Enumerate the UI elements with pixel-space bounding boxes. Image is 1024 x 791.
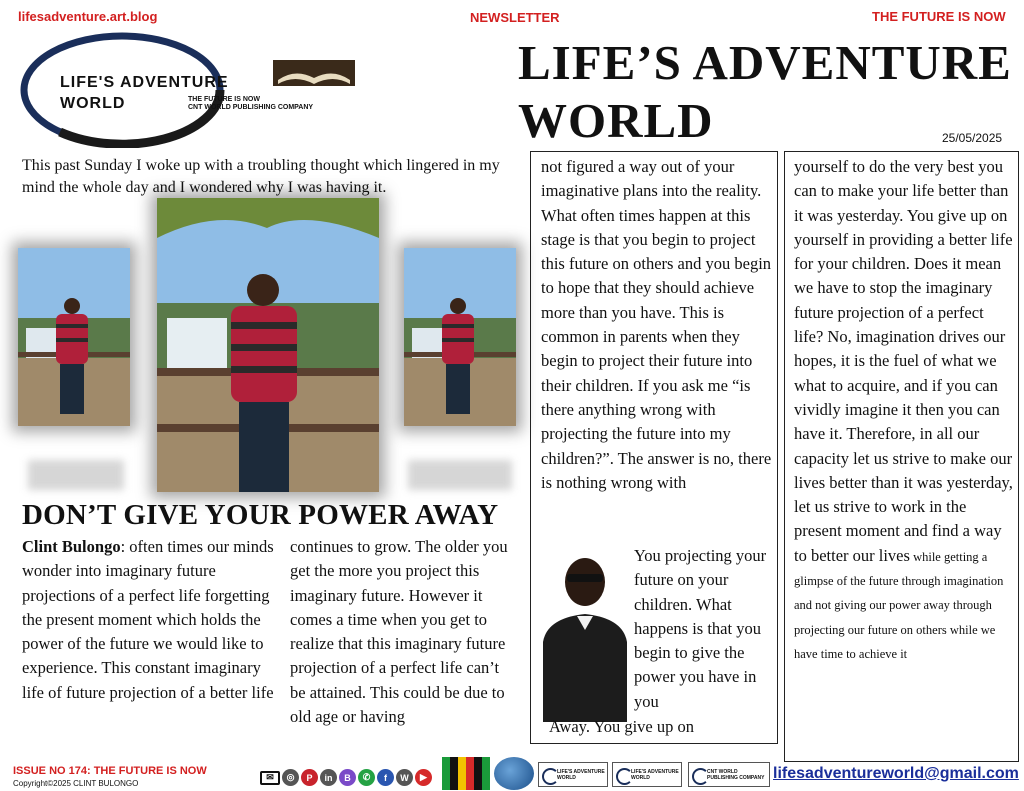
article-headline: DON’T GIVE YOUR POWER AWAY	[22, 499, 499, 531]
article-column-3-wrap: You projecting your future on your children. What happens is that you begin to give the power you have in you	[634, 546, 767, 711]
issue-date: 25/05/2025	[942, 131, 1003, 145]
photo-shadow-right	[408, 460, 512, 490]
globe-logo	[494, 757, 534, 790]
blogger-icon[interactable]: B	[339, 769, 356, 786]
section-label: NEWSLETTER	[470, 10, 560, 25]
contact-email-link[interactable]: lifesadventureworld@gmail.com	[773, 765, 1019, 782]
site-url[interactable]: lifesadventure.art.blog	[18, 9, 158, 24]
wordpress-icon[interactable]: W	[396, 769, 413, 786]
masthead-title: LIFE’S ADVENTURE WORLD	[518, 35, 1012, 148]
author-photo-right	[404, 248, 516, 426]
logo-title: LIFE'S ADVENTURE WORLD	[60, 74, 229, 112]
header-tagline: THE FUTURE IS NOW	[872, 9, 1006, 24]
article-column-2: continues to grow. The older you get the more you project this imaginary future. However it comes a time when you get to realize that this imaginary future projection of a perfect life can’t be attained. This could be due to old age or having	[290, 537, 508, 727]
mini-logo-1: LIFE'S ADVENTURE WORLD	[538, 762, 608, 787]
linkedin-icon[interactable]: in	[320, 769, 337, 786]
mini-logo-3: CNT WORLD PUBLISHING COMPANY	[688, 762, 770, 787]
copyright: Copyright©2025 CLINT BULONGO	[13, 779, 139, 788]
intro-paragraph: This past Sunday I woke up with a troubling thought which lingered in my mind the whole day and I wondered why I was having it.	[22, 157, 500, 196]
author-photo-main	[157, 198, 379, 492]
whatsapp-icon[interactable]: ✆	[358, 769, 375, 786]
article-column-1: Clint Bulongo: often times our minds wonder into imaginary future projections of a perfect life forgetting the present moment which holds the power of the future we would like to experience. This constant imaginary life of future projection of a better life	[22, 537, 274, 702]
author-portrait	[537, 542, 629, 722]
author-photo-left	[18, 248, 130, 426]
instagram-icon[interactable]: ◎	[282, 769, 299, 786]
youtube-icon[interactable]: ▶	[415, 769, 432, 786]
article-column-4: yourself to do the very best you can to make your life better than it was yesterday. You give up on yourself in providing a better life for your children. Does it mean we have to stop the imaginary future projection of a perfect life? No, imagination drives our hopes, it is the fuel of what we what to acquire, and if you can vividly imagine it then you can have it. Therefore, in all our capacity let us strive to make our lives better than it was yesterday, let us strive to work in the present moment and find a way to better our lives while getting a glimpse of the future through imagination and not giving our power away through projecting our future on others while we have time to achieve it	[794, 157, 1013, 661]
flag-graphic	[442, 757, 490, 790]
mini-logo-2: LIFE'S ADVENTURE WORLD	[612, 762, 682, 787]
social-icons	[260, 769, 432, 786]
article-column-3-end: Away. You give up on	[549, 717, 695, 736]
photo-shadow-left	[28, 460, 124, 490]
article-column-3: not figured a way out of your imaginative plans into the reality. What often times happen at this stage is that you begin to project this future on others and you begin to hope that they should achieve more than you have. This is common in parents when they begin to project their future into their children. If you ask me “is there anything wrong with projecting the future into my children?”. The answer is no, there is nothing wrong with	[541, 157, 772, 492]
pinterest-icon[interactable]: P	[301, 769, 318, 786]
author-name: Clint Bulongo	[22, 537, 121, 556]
issue-number: ISSUE NO 174: THE FUTURE IS NOW	[13, 765, 207, 777]
facebook-icon[interactable]: f	[377, 769, 394, 786]
email-icon[interactable]: ✉	[260, 771, 280, 785]
logo-subtitle: THE FUTURE IS NOW CNT WORLD PUBLISHING COMPANY	[188, 96, 314, 111]
